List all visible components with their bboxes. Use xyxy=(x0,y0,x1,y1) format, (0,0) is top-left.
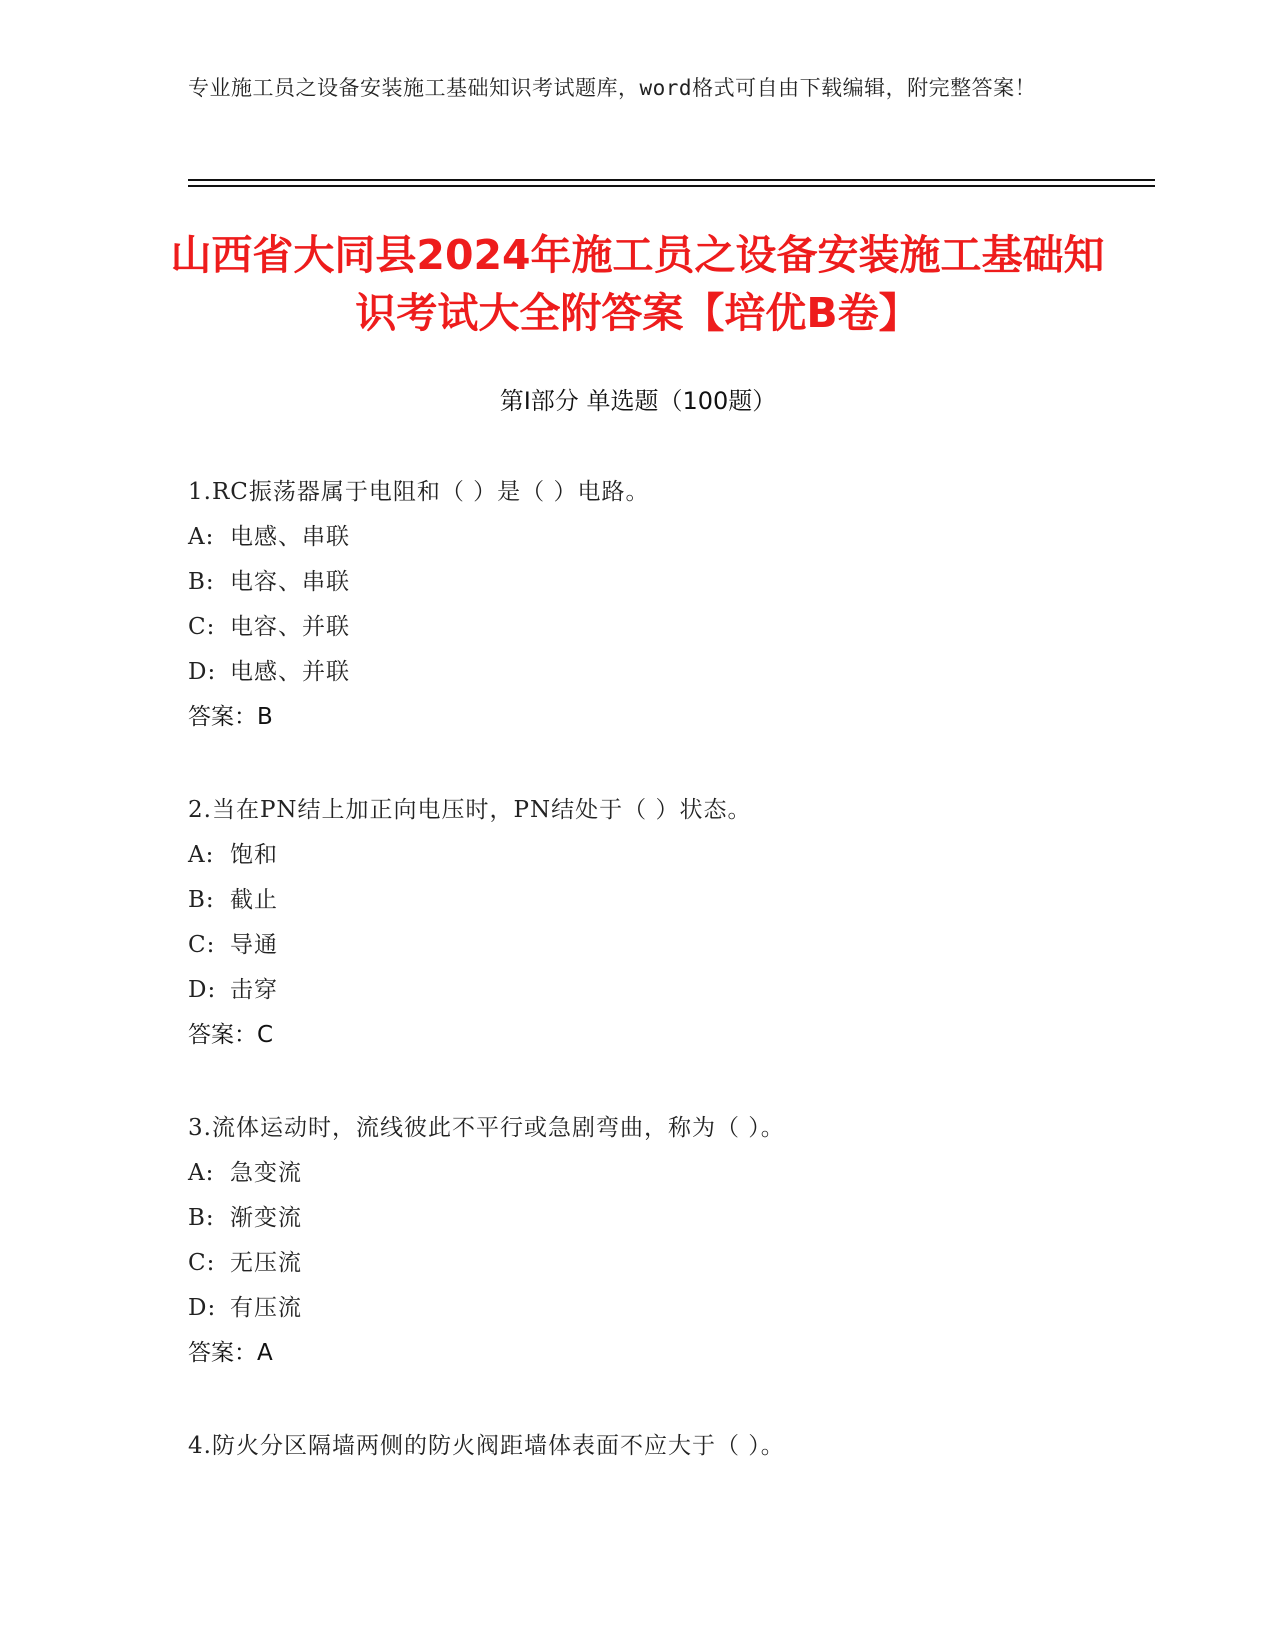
option-text: 电感、串联 xyxy=(230,524,350,550)
question-option xyxy=(188,1196,1148,1241)
question-answer: 答案：C xyxy=(188,1022,274,1048)
option-letter: C: xyxy=(188,614,216,640)
option-text: 击穿 xyxy=(230,977,278,1003)
header-note: 专业施工员之设备安装施工基础知识考试题库，word格式可自由下载编辑，附完整答案！ xyxy=(188,76,1037,100)
option-letter: C: xyxy=(188,1250,216,1276)
question-answer: 答案：A xyxy=(188,1340,273,1366)
question-option xyxy=(188,923,1148,968)
header-divider-bottom xyxy=(188,185,1155,187)
question-item xyxy=(188,470,1148,740)
question-stem: 3.流体运动时，流线彼此不平行或急剧弯曲，称为（ ）。 xyxy=(188,1115,785,1141)
header-divider-top xyxy=(188,179,1155,181)
question-item xyxy=(188,1106,1148,1376)
question-stem: 1.RC振荡器属于电阻和（ ）是（ ）电路。 xyxy=(188,479,650,505)
question-option xyxy=(188,1286,1148,1331)
option-text: 有压流 xyxy=(230,1295,302,1321)
option-letter: B: xyxy=(188,569,215,595)
section-heading: 第I部分 单选题（100题） xyxy=(499,387,777,415)
question-option xyxy=(188,650,1148,695)
question-stem: 4.防火分区隔墙两侧的防火阀距墙体表面不应大于（ ）。 xyxy=(188,1433,785,1459)
option-letter: D: xyxy=(188,977,217,1003)
option-letter: D: xyxy=(188,1295,217,1321)
option-letter: B: xyxy=(188,1205,215,1231)
question-item xyxy=(188,788,1148,1058)
question-option xyxy=(188,968,1148,1013)
question-option xyxy=(188,833,1148,878)
option-letter: A: xyxy=(188,524,215,550)
document-title: 山西省大同县2024年施工员之设备安装施工基础知识考试大全附答案【培优B卷】 xyxy=(170,231,1105,337)
option-text: 急变流 xyxy=(230,1160,302,1186)
question-list xyxy=(188,470,1148,1517)
question-option xyxy=(188,1151,1148,1196)
question-answer: 答案：B xyxy=(188,704,273,730)
question-option xyxy=(188,560,1148,605)
option-text: 导通 xyxy=(230,932,278,958)
option-letter: B: xyxy=(188,887,215,913)
question-option xyxy=(188,515,1148,560)
option-letter: D: xyxy=(188,659,217,685)
option-text: 电容、串联 xyxy=(230,569,350,595)
option-letter: C: xyxy=(188,932,216,958)
option-text: 渐变流 xyxy=(230,1205,302,1231)
option-text: 截止 xyxy=(230,887,278,913)
question-option xyxy=(188,1241,1148,1286)
option-text: 电感、并联 xyxy=(230,659,350,685)
option-text: 无压流 xyxy=(230,1250,302,1276)
option-letter: A: xyxy=(188,1160,215,1186)
option-letter: A: xyxy=(188,842,215,868)
option-text: 电容、并联 xyxy=(230,614,350,640)
option-text: 饱和 xyxy=(230,842,278,868)
question-item xyxy=(188,1424,1148,1469)
question-option xyxy=(188,605,1148,650)
question-stem: 2.当在PN结上加正向电压时，PN结处于（ ）状态。 xyxy=(188,797,752,823)
question-option xyxy=(188,878,1148,923)
